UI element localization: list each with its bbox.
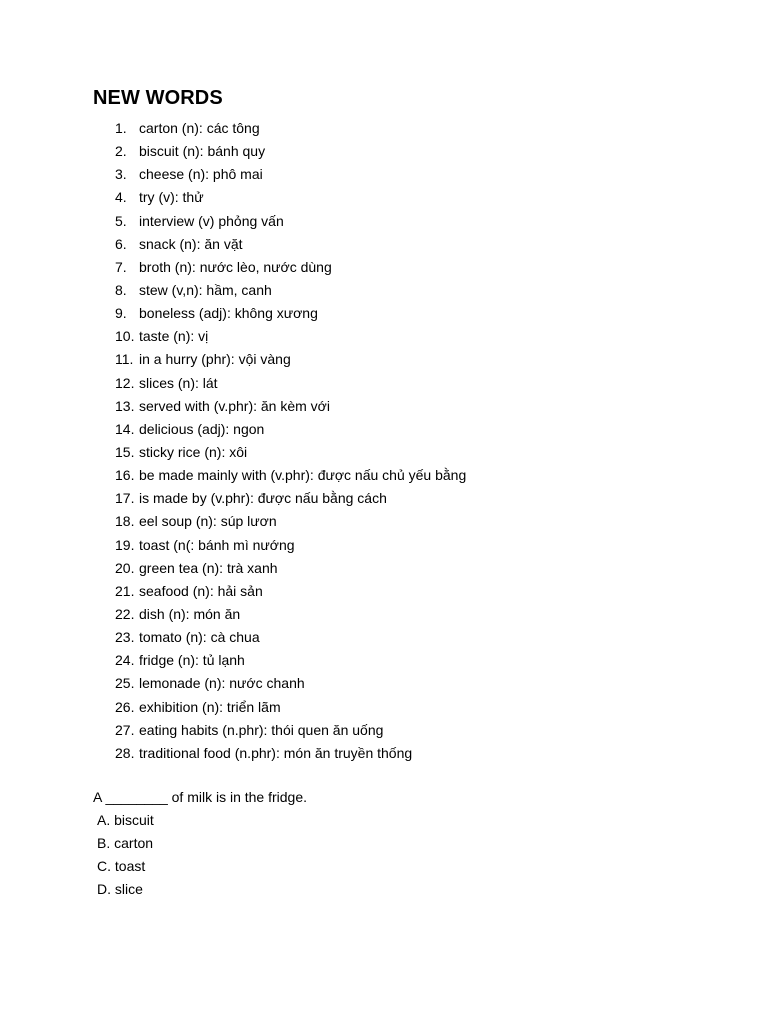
vocabulary-item-text: slices (n): lát — [139, 374, 218, 391]
vocabulary-item-number: 7. — [115, 258, 127, 275]
vocabulary-item-number: 11. — [115, 351, 134, 368]
vocabulary-item-text: carton (n): các tông — [139, 120, 260, 136]
vocabulary-item-text: cheese (n): phô mai — [139, 166, 263, 183]
vocabulary-item-number: 12. — [115, 374, 135, 391]
vocabulary-item-number: 16. — [115, 467, 135, 484]
vocabulary-item-text: try (v): thử — [139, 189, 204, 206]
vocabulary-item-text: broth (n): nước lèo, nước dùng — [139, 258, 332, 275]
vocabulary-item-text: stew (v,n): hầm, canh — [139, 281, 272, 298]
answer-option: D. slice — [97, 881, 143, 898]
vocabulary-item-number: 18. — [115, 513, 135, 530]
vocabulary-item-number: 26. — [115, 698, 135, 715]
vocabulary-item-text: interview (v) phỏng vấn — [139, 212, 284, 229]
vocabulary-item-text: biscuit (n): bánh quy — [139, 143, 266, 160]
vocabulary-item-text: eel soup (n): súp lươn — [139, 513, 277, 530]
vocabulary-item-number: 8. — [115, 281, 127, 298]
vocabulary-item-text: green tea (n): trà xanh — [139, 559, 278, 576]
vocabulary-item-number: 10. — [115, 328, 135, 345]
vocabulary-item-text: boneless (adj): không xương — [139, 305, 318, 322]
question-block — [93, 786, 307, 901]
vocabulary-item-number: 1. — [115, 120, 127, 136]
vocabulary-item-text: dish (n): món ăn — [139, 605, 241, 622]
vocabulary-item-number: 17. — [115, 490, 135, 507]
vocabulary-item-text: seafood (n): hải sản — [139, 582, 263, 599]
vocabulary-item-text: snack (n): ăn vặt — [139, 235, 243, 252]
vocabulary-item-number: 19. — [115, 536, 135, 553]
vocabulary-item-number: 9. — [115, 305, 127, 322]
vocabulary-item-text: be made mainly with (v.phr): được nấu chủ yếu bằng — [139, 467, 467, 484]
answer-option: C. toast — [97, 858, 146, 875]
vocabulary-item-number: 3. — [115, 166, 127, 183]
vocabulary-item-text: in a hurry (phr): vội vàng — [139, 351, 291, 368]
answer-option: B. carton — [97, 835, 154, 852]
answer-option: A. biscuit — [97, 812, 154, 828]
vocabulary-item-number: 24. — [115, 652, 135, 669]
vocabulary-item-text: fridge (n): tủ lạnh — [139, 652, 245, 669]
vocabulary-item-text: lemonade (n): nước chanh — [139, 675, 305, 692]
vocabulary-item-number: 21. — [115, 582, 135, 599]
vocabulary-item-number: 4. — [115, 189, 127, 206]
vocabulary-item-text: delicious (adj): ngon — [139, 420, 265, 437]
vocabulary-item-text: served with (v.phr): ăn kèm với — [139, 397, 330, 414]
vocabulary-item-number: 13. — [115, 397, 135, 414]
vocabulary-item-number: 2. — [115, 143, 127, 160]
page-title: NEW WORDS — [93, 87, 223, 109]
vocabulary-item-number: 25. — [115, 675, 135, 692]
vocabulary-item-text: is made by (v.phr): được nấu bằng cách — [139, 490, 387, 507]
vocabulary-item-text: taste (n): vị — [139, 328, 209, 345]
vocabulary-item-number: 23. — [115, 629, 135, 646]
vocabulary-item-text: tomato (n): cà chua — [139, 629, 260, 646]
vocabulary-item-number: 5. — [115, 212, 127, 229]
vocabulary-item-number: 20. — [115, 559, 135, 576]
vocabulary-item-text: sticky rice (n): xôi — [139, 443, 248, 460]
vocabulary-item-number: 14. — [115, 420, 135, 437]
vocabulary-item-text: toast (n(: bánh mì nướng — [139, 536, 295, 553]
vocabulary-item-number: 15. — [115, 443, 135, 460]
vocabulary-item-text: exhibition (n): triển lãm — [139, 698, 281, 715]
vocabulary-item-number: 28. — [115, 744, 135, 761]
question-text: A ________ of milk is in the fridge. — [93, 789, 308, 805]
vocabulary-item-text: traditional food (n.phr): món ăn truyền thống — [139, 744, 413, 761]
vocabulary-item-number: 22. — [115, 605, 135, 622]
vocabulary-item-text: eating habits (n.phr): thói quen ăn uống — [139, 721, 384, 738]
vocabulary-item-number: 6. — [115, 235, 127, 252]
answer-options — [93, 809, 307, 901]
vocabulary-item-number: 27. — [115, 721, 135, 738]
